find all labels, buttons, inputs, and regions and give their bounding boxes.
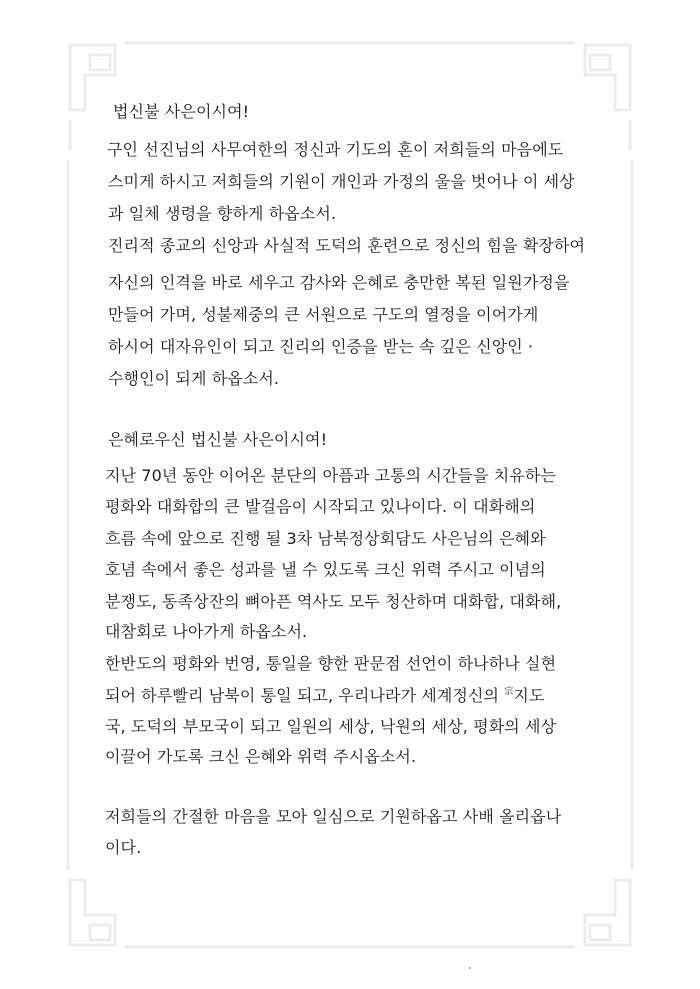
text-line: 하시어 대자유인이 되고 진리의 인증을 받는 속 깊은 신앙인 ·: [108, 337, 534, 356]
text-line: 저희들의 간절한 마음을 모아 일심으로 기원하옵고 사배 올리옵나: [105, 807, 562, 826]
text-line: 진리적 종교의 신앙과 사실적 도덕의 훈련으로 정신의 힘을 확장하여: [108, 236, 586, 255]
text-line: 한반도의 평화와 번영, 통일을 향한 판문점 선언이 하나하나 실현: [105, 654, 557, 673]
text-line: 국, 도덕의 부모국이 되고 일원의 세상, 낙원의 세상, 평화의 세상: [105, 717, 557, 736]
text-line: 평화와 대화합의 큰 발걸음이 시작되고 있나이다. 이 대화해의: [105, 497, 536, 516]
text-line: 흐름 속에 앞으로 진행 될 3차 남북정상회담도 사은님의 은혜와: [105, 529, 546, 548]
text-line: 구인 선진님의 사무여한의 정신과 기도의 혼이 저희들의 마음에도: [107, 140, 564, 159]
text-line: 대참회로 나아가게 하옵소서.: [105, 622, 308, 641]
text-line-with-mark: [105, 684, 545, 711]
text-line: 이끌어 가도록 크신 은혜와 위력 주시옵소서.: [105, 747, 417, 766]
heading-line: 은혜로우신 법신불 사은이시여!: [108, 430, 328, 449]
text-line: 호념 속에서 좋은 성과를 낼 수 있도록 크신 위력 주시고 이념의: [105, 560, 546, 579]
text-line: 분쟁도, 동족상잔의 뼈아픈 역사도 모두 청산하며 대화합, 대화해,: [105, 592, 562, 611]
text-line: 수행인이 되게 하옵소서.: [108, 369, 280, 388]
text-segment: 지도: [513, 686, 545, 705]
text-line: 자신의 인격을 바로 세우고 감사와 은혜로 충만한 복된 일원가정을: [108, 273, 570, 292]
text-line: 과 일체 생령을 향하게 하옵소서.: [108, 204, 337, 223]
heading-line: 법신불 사은이시여!: [113, 102, 250, 121]
text-line: 스미게 하시고 저희들의 기원이 개인과 가정의 울을 벗어나 이 세상: [108, 172, 575, 191]
text-line: 만들어 가며, 성불제중의 큰 서원으로 구도의 열정을 이어가게: [108, 305, 539, 324]
superscript-mark: 宗: [504, 687, 514, 697]
text-segment: 되어 하루빨리 남북이 통일 되고, 우리나라가 세계정신의: [105, 686, 505, 705]
text-line: 지난 70년 동안 이어온 분단의 아픔과 고통의 시간들을 치유하는: [105, 466, 556, 485]
text-line: 이다.: [105, 838, 142, 857]
